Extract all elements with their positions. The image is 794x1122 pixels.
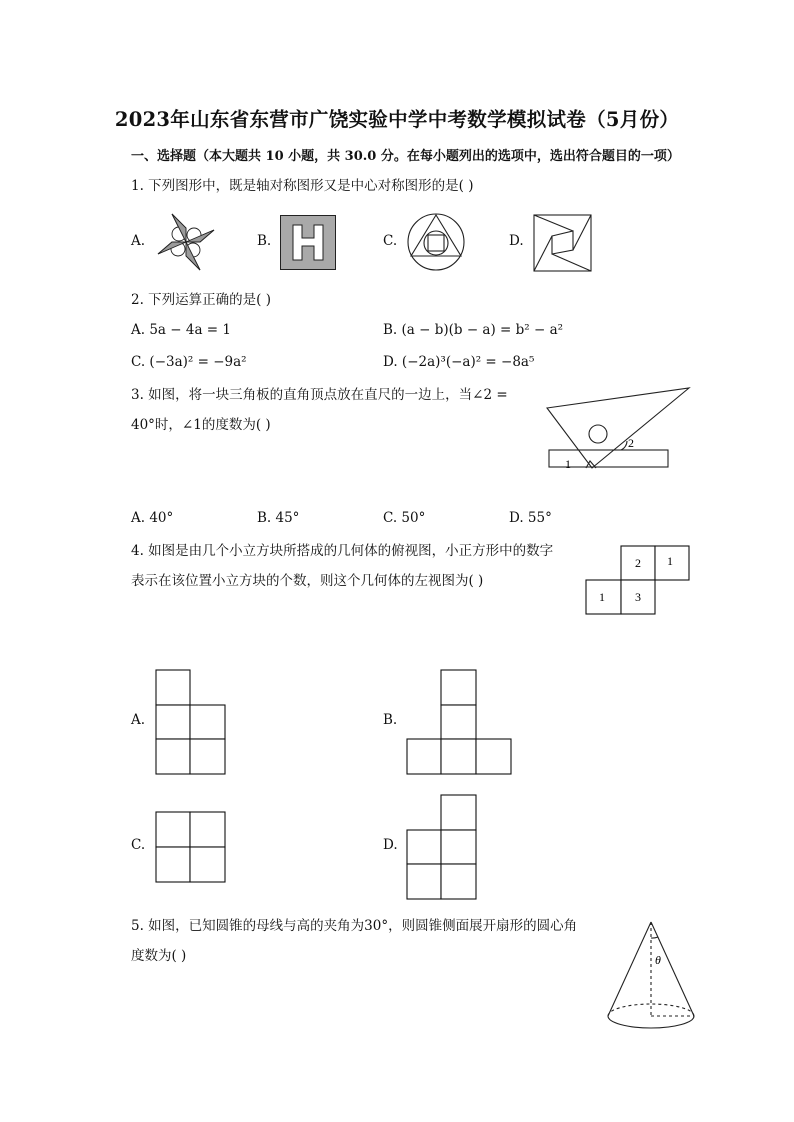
top-view-figure: [585, 545, 691, 615]
q4-stem-line2: 表示在该位置小立方块的个数，则这个几何体的左视图为( ): [131, 573, 484, 589]
q2-option-c: C. (−3a)² = −9a²: [131, 354, 247, 370]
q4-option-a-label: A.: [131, 712, 146, 728]
q4-option-d-label: D.: [383, 837, 398, 853]
top-view-cell-2: 1: [667, 554, 673, 568]
letter-h-figure: [280, 215, 336, 270]
square-pinwheel-figure: [533, 214, 593, 272]
q4-stem-line1: 4. 如图是由几个小立方块所搭成的几何体的俯视图，小正方形中的数字: [131, 543, 554, 559]
q4-option-d-figure: [406, 794, 478, 900]
page-title: 2023年山东省东营市广饶实验中学中考数学模拟试卷（5月份）: [114, 108, 680, 131]
q5-stem-line2: 度数为( ): [131, 948, 187, 964]
q1-option-c-label: C.: [383, 233, 398, 249]
top-view-cell-4: 3: [635, 590, 641, 604]
theta-label: θ: [655, 953, 661, 967]
q2-stem: 2. 下列运算正确的是( ): [131, 292, 271, 308]
top-view-cell-3: 1: [599, 590, 605, 604]
q3-option-a: A. 40°: [131, 510, 174, 526]
q4-option-b-label: B.: [383, 712, 398, 728]
angle-2-label: 2: [628, 436, 634, 450]
q3-stem-line2: 40°时，∠1的度数为( ): [131, 417, 271, 433]
q4-option-c-label: C.: [131, 837, 146, 853]
q2-option-d: D. (−2a)³(−a)² = −8a⁵: [383, 354, 535, 370]
pinwheel-figure: [154, 212, 218, 272]
q1-option-d-label: D.: [509, 233, 524, 249]
q2-option-b: B. (a − b)(b − a) = b² − a²: [383, 322, 564, 338]
q4-option-a-figure: [155, 669, 227, 775]
q1-option-b-label: B.: [257, 233, 272, 249]
ruler-triangle-figure: [545, 384, 693, 474]
q5-stem-line1: 5. 如图，已知圆锥的母线与高的夹角为30°，则圆锥侧面展开扇形的圆心角: [131, 918, 578, 934]
q2-option-a: A. 5a − 4a = 1: [131, 322, 231, 338]
q4-option-c-figure: [155, 811, 227, 883]
q3-stem-line1: 3. 如图，将一块三角板的直角顶点放在直尺的一边上，当∠2 =: [131, 387, 508, 403]
q1-option-a-label: A.: [131, 233, 146, 249]
q3-option-c: C. 50°: [383, 510, 426, 526]
section-heading: 一、选择题（本大题共 10 小题，共 30.0 分。在每小题列出的选项中，选出符合题目的一项）: [131, 149, 680, 164]
q1-stem: 1. 下列图形中，既是轴对称图形又是中心对称图形的是( ): [131, 178, 474, 194]
angle-1-label: 1: [565, 457, 571, 471]
cone-figure: [604, 918, 698, 1034]
top-view-cell-1: 2: [635, 556, 641, 570]
q4-option-b-figure: [406, 669, 512, 775]
circle-triangle-figure: [406, 212, 466, 272]
q3-option-d: D. 55°: [509, 510, 552, 526]
q3-option-b: B. 45°: [257, 510, 300, 526]
